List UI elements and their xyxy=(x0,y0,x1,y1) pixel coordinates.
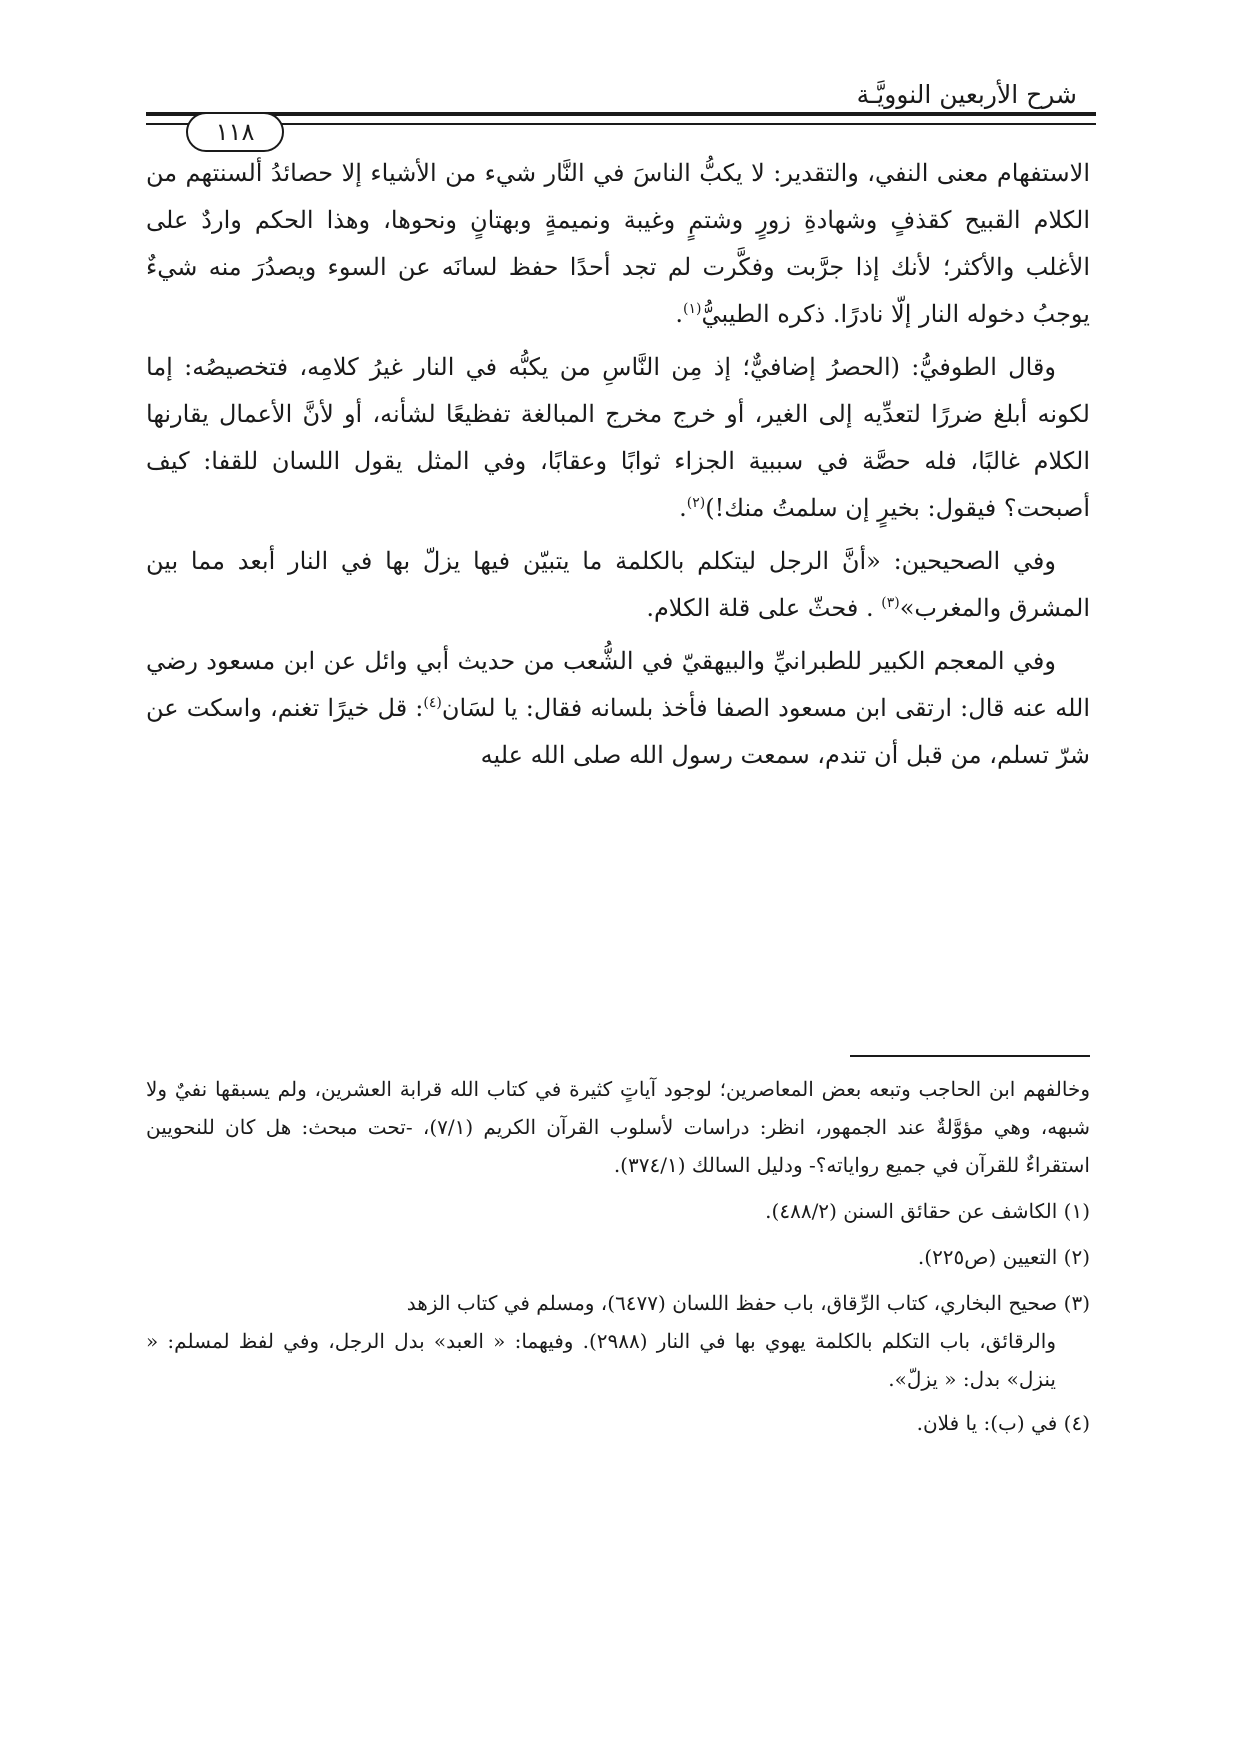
paragraph-3-end: . فحثّ على قلة الكلام. xyxy=(646,594,882,622)
footnote-3-continuation: والرقائق، باب التكلم بالكلمة يهوي بها في النار (٢٩٨٨). وفيهما: « العبد» بدل الرجل، وفي لفظ لمسلم: « ينزل» بدل: « يزلّ». xyxy=(146,1329,1056,1391)
header-rule-top xyxy=(146,112,1096,116)
footnote-ref-1[interactable]: (١) xyxy=(683,301,702,317)
footnote-3 xyxy=(146,1284,1090,1398)
footnote-4: (٤) في (ب): يا فلان. xyxy=(916,1411,1090,1435)
paragraph-3-text: وفي الصحيحين: «أنَّ الرجل ليتكلم بالكلمة ما يتبيّن فيها يزلّ بها في النار أبعد مما بين المشرق والمغرب» xyxy=(146,547,1090,622)
footnote-3-line-1: (٣) صحيح البخاري، كتاب الرِّقاق، باب حفظ اللسان (٦٤٧٧)، ومسلم في كتاب الزهد xyxy=(406,1291,1090,1315)
footnote-ref-3[interactable]: (٣) xyxy=(881,595,900,611)
paragraph-1-text: الاستفهام معنى النفي، والتقدير: لا يكبُّ الناسَ في النَّار شيء من الأشياء إلا حصائدُ ألسنتهم من الكلام القبيح كقذفٍ وشهادةِ زورٍ وشتمٍ وغيبة ونميمةٍ وبهتانٍ ونحوها، وهذا الحكم واردٌ على الأغلب والأكثر؛ لأنك إذا جرَّبت وفكَّرت لم تجد أحدًا حفظ لسانَه عن السوء ويصدُرَ منه شيءٌ يوجبُ دخوله النار إلّا نادرًا. ذكره الطيبيُّ xyxy=(146,159,1090,328)
paragraph-2-text: وقال الطوفيُّ: (الحصرُ إضافيٌّ؛ إذ مِن النَّاسِ من يكبُّه في النار غيرُ كلامِه، فتخصيصُه: إما لكونه أبلغ ضررًا لتعدِّيه إلى الغير، أو خرج مخرج المبالغة تفظيعًا لشأنه، أو لأنَّ الأعمال يقارنها الكلام غالبًا، فله حصَّة في سببية الجزاء ثوابًا وعقابًا، وفي المثل يقول اللسان للقفا: كيف أصبحت؟ فيقول: بخيرٍ إن سلمتُ منك!) xyxy=(146,353,1090,522)
footnotes xyxy=(146,1070,1090,1450)
footnote-1: (١) الكاشف عن حقائق السنن (٤٨٨/٢). xyxy=(765,1199,1090,1223)
paragraph-4 xyxy=(146,638,1090,779)
main-text xyxy=(146,150,1090,785)
footnote-separator xyxy=(850,1055,1090,1057)
header-rule-bottom xyxy=(146,123,1096,125)
page-number-badge xyxy=(186,112,284,152)
paragraph-4-text-a: وفي المعجم الكبير للطبرانيِّ والبيهقيّ في الشُّعب من حديث أبي وائل عن ابن مسعود رضي الله عنه قال: ارتقى ابن مسعود الصفا فأخذ بلسانه فقال: يا لسَان xyxy=(146,647,1090,722)
footnote-2: (٢) التعيين (ص٢٢٥). xyxy=(917,1245,1090,1269)
paragraph-4-text-b: : قل خيرًا تغنم، واسكت عن شرّ تسلم، من قبل أن تندم، سمعت رسول الله صلى الله عليه xyxy=(146,694,1090,769)
footnote-ref-4[interactable]: (٤) xyxy=(423,695,442,711)
paragraph-1-end: . xyxy=(675,300,684,328)
footnote-continuation: وخالفهم ابن الحاجب وتبعه بعض المعاصرين؛ لوجود آياتٍ كثيرة في كتاب الله قرابة العشرين، ولم يسبقها نفيٌ ولا شبهه، وهي مؤوَّلةٌ عند الجمهور، انظر: دراسات لأسلوب القرآن الكريم (٧/١)، -تحت مبحث: هل كان للنحويين استقراءٌ للقرآن في جميع رواياته؟- ودليل السالك (٣٧٤/١). xyxy=(146,1077,1090,1177)
paragraph-2 xyxy=(146,344,1090,532)
paragraph-2-end: . xyxy=(679,494,687,522)
page-number: ١١٨ xyxy=(215,118,255,146)
paragraph-1 xyxy=(146,150,1090,338)
footnote-ref-2[interactable]: (٢) xyxy=(686,495,706,511)
paragraph-3 xyxy=(146,538,1090,632)
running-header-title: شرح الأربعين النوويَّـة xyxy=(856,80,1077,109)
